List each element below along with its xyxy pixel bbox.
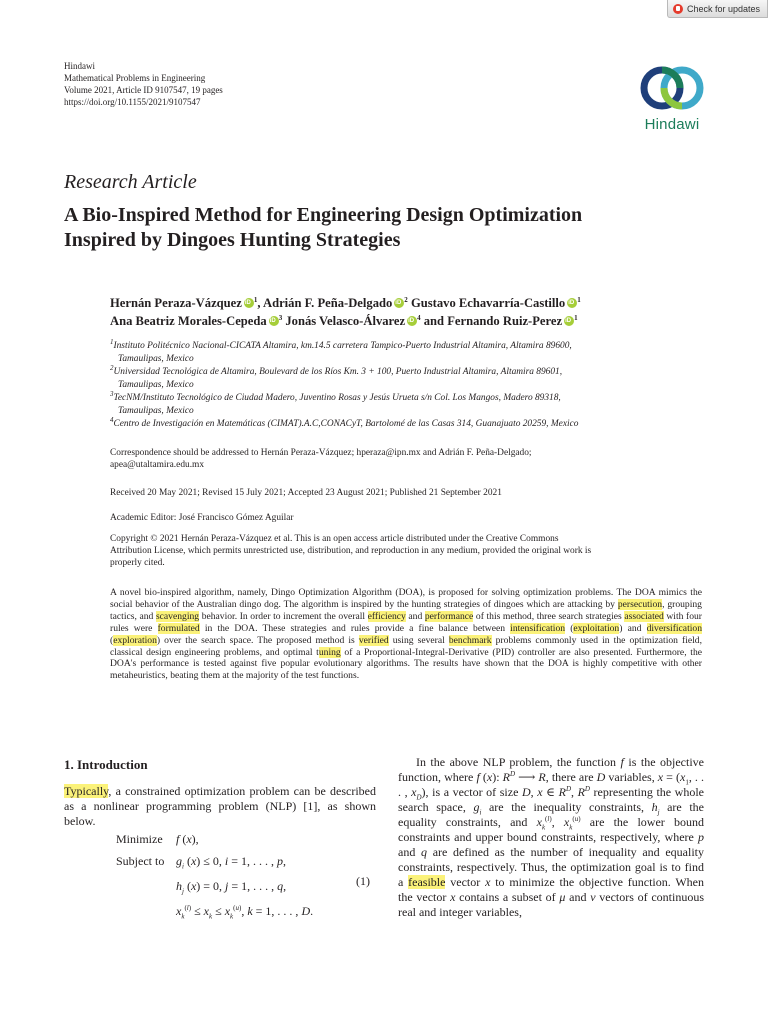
- affiliation-3: $^3$TecNM/Instituto Tecnológico de Ciudad Madero, Juventino Rosas y Jesús Urueta s/n Col. Los Mangos, Madero 89318,: [110, 389, 561, 403]
- eq-equality: $h_j$ (x) = 0, j = 1, . . . , q,: [176, 879, 287, 896]
- paper-title: [64, 203, 704, 253]
- highlight[interactable]: exploration: [113, 634, 157, 646]
- title-line-2: Inspired by Dingoes Hunting Strategies: [64, 229, 401, 251]
- highlight[interactable]: uning: [318, 646, 341, 658]
- orcid-icon[interactable]: [394, 298, 404, 308]
- abstract: A novel bio-inspired algorithm, namely, Dingo Optimization Algorithm (DOA), is proposed for solving optimization problems. The DOA mimics the social behavior of the Australian dingo dog. The algorithm is inspired by the hunting strategies of dingoes which are attacking by persecution, grouping tactics, and scavenging behavior. In order to increment the overall efficiency and performance of this method, three search strategies associated with four rules were formulated in the DOA. These strategies and rules provide a fine balance between intensification (exploitation) and diversification (exploration) over the search space. The proposed method is verified using several benchmark problems commonly used in the optimization field, classical design engineering problems, and optimal tuning of a Proportional-Integral-Derivative (PID) controller are also presented. Furthermore, the DOA's performance is tested against five popular evolutionary algorithms. The results have shown that the DOA is highly competitive with other metaheuristics, beating them at the majority of the test functions.: [110, 587, 703, 682]
- author-name: Hernán Peraza-Vázquez: [110, 296, 242, 310]
- check-for-updates-label: Check for updates: [687, 3, 761, 14]
- highlight[interactable]: persecution: [617, 598, 663, 610]
- intro-paragraph: Typically, a constrained optimization problem can be described as a nonlinear programming problem (NLP) [1], as shown below.: [64, 784, 376, 828]
- author-name: Adrián F. Peña-Delgado: [262, 296, 393, 310]
- equation-number: (1): [356, 874, 370, 888]
- section-heading-introduction: 1. Introduction: [64, 757, 148, 772]
- highlight[interactable]: benchmark: [448, 634, 492, 646]
- author-name: Jonás Velasco-Álvarez: [285, 314, 406, 328]
- highlight[interactable]: diversification: [646, 622, 702, 634]
- affiliation-4: $^4$Centro de Investigación en Matemáticas (CIMAT).A.C,CONACyT, Bartolomé de las Casas 314, Guanajuato 20259, Mexico: [110, 415, 579, 429]
- highlight[interactable]: formulated: [157, 622, 200, 634]
- volume-info: Volume 2021, Article ID 9107547, 19 pages: [64, 85, 223, 95]
- eq-minimize-label: Minimize: [116, 832, 163, 846]
- author-name: Ana Beatriz Morales-Cepeda: [110, 314, 267, 328]
- highlight[interactable]: Typically: [64, 784, 109, 798]
- hindawi-logo: [632, 64, 712, 133]
- highlight[interactable]: exploitation: [573, 622, 620, 634]
- hindawi-wordmark: Hindawi: [644, 116, 700, 133]
- title-line-1: A Bio-Inspired Method for Engineering Design Optimization: [64, 204, 583, 226]
- eq-bounds: $x_k^{(l)} \le x_k \le x_k^{(u)}$, k = 1, . . . , D.: [176, 904, 314, 921]
- orcid-icon[interactable]: [567, 298, 577, 308]
- eq-inequality: $g_i$ (x) ≤ 0, i = 1, . . . , p,: [176, 854, 286, 871]
- orcid-icon[interactable]: [407, 316, 417, 326]
- orcid-icon[interactable]: [244, 298, 254, 308]
- highlight[interactable]: efficiency: [367, 610, 406, 622]
- orcid-icon[interactable]: [269, 316, 279, 326]
- copyright-notice: Copyright © 2021 Hernán Peraza-Vázquez et al. This is an open access article distributed under the Creative Commons Attribution License, which permits unrestricted use, distribution, and reproduction in any medium, provided the original work is properly cited.: [110, 534, 592, 568]
- author-name: Fernando Ruiz-Perez: [447, 314, 563, 328]
- affiliation-1: $^1$Instituto Politécnico Nacional-CICATA Altamira, km.14.5 carretera Tampico-Puerto Industrial Altamira, Altamira 89600,: [110, 337, 572, 351]
- journal-name: Mathematical Problems in Engineering: [64, 73, 206, 83]
- affiliations: $^1$Instituto Politécnico Nacional-CICATA Altamira, km.14.5 carretera Tampico-Puerto Industrial Altamira, Altamira 89600, Tamaulipas, Mexico $^2$Universidad Tecnológica de Altamira, Boulevard de los Ríos Km. 3 + 100, Puerto Industrial Altamira, Altamira 89601, Tamaulipas, Mexico $^3$TecNM/Instituto Tecnológico de Ciudad Madero, Juventino Rosas y Jesús Urueta s/n Col. Los Mangos, Madero 89318, Tamaulipas, Mexico $^4$Centro de Investigación en Matemáticas (CIMAT).A.C,CONACyT, Bartolomé de las Casas 314, Guanajuato 20259, Mexico: [110, 340, 710, 431]
- eq-objective: f (x),: [176, 832, 199, 846]
- update-icon: [673, 4, 683, 14]
- highlight[interactable]: performance: [424, 610, 474, 622]
- doi-link[interactable]: https://doi.org/10.1155/2021/9107547: [64, 97, 201, 107]
- eq-subject-label: Subject to: [116, 854, 165, 868]
- article-type: Research Article: [64, 171, 197, 193]
- highlight[interactable]: intensification: [510, 622, 566, 634]
- author-list: Hernán Peraza-VázqueziD $^1$, Adrián F. Peña-DelgadoiD $^2$ Gustavo Echavarría-CastilloiD $^1$ Ana Beatriz Morales-CepedaiD $^3$ Jonás Velasco-ÁlvareziD $^4$ and Fernando Ruiz-PereziD $^1$: [110, 294, 710, 330]
- publication-dates: Received 20 May 2021; Revised 15 July 2021; Accepted 23 August 2021; Published 21 September 2021: [110, 488, 502, 498]
- highlight[interactable]: feasible: [408, 875, 446, 889]
- correspondence: Correspondence should be addressed to Hernán Peraza-Vázquez; hperaza@ipn.mx and Adrián F. Peña-Delgado; apea@utaltamira.edu.mx: [110, 448, 532, 470]
- orcid-icon[interactable]: [564, 316, 574, 326]
- highlight[interactable]: verified: [358, 634, 389, 646]
- right-column-paragraph: In the above NLP problem, the function f is the objective function, where f (x): $R^D$ ⟶ R, there are D variables, $x = (x_1$, . . . , $x_D$), is a vector of size D, x ∈ $R^D$, $R^D$ representing the whole search space, $g_i$ are the inequality constraints, $h_j$ are the equality constraints, and $x_k^{(l)}$, $x_k^{(u)}$ are the lower bound constraints and upper bound constraints, respectively, where p and q are defined as the number of inequality and equality constraints, respectively. Thus, the optimization goal is to find a feasible vector x to minimize the objective function. When the vector x contains a subset of μ and ν vectors of continuous real and integer variables,: [398, 755, 705, 919]
- highlight[interactable]: associated: [624, 610, 664, 622]
- affiliation-2: $^2$Universidad Tecnológica de Altamira, Boulevard de los Ríos Km. 3 + 100, Puerto Industrial Altamira, Altamira 89601,: [110, 363, 563, 377]
- highlight[interactable]: scavenging: [155, 610, 200, 622]
- author-name: Gustavo Echavarría-Castillo: [410, 296, 566, 310]
- hindawi-rings-icon: [632, 64, 712, 114]
- academic-editor: Academic Editor: José Francisco Gómez Aguilar: [110, 513, 294, 523]
- publisher-name: Hindawi: [64, 61, 95, 71]
- check-for-updates-button[interactable]: [667, 0, 768, 18]
